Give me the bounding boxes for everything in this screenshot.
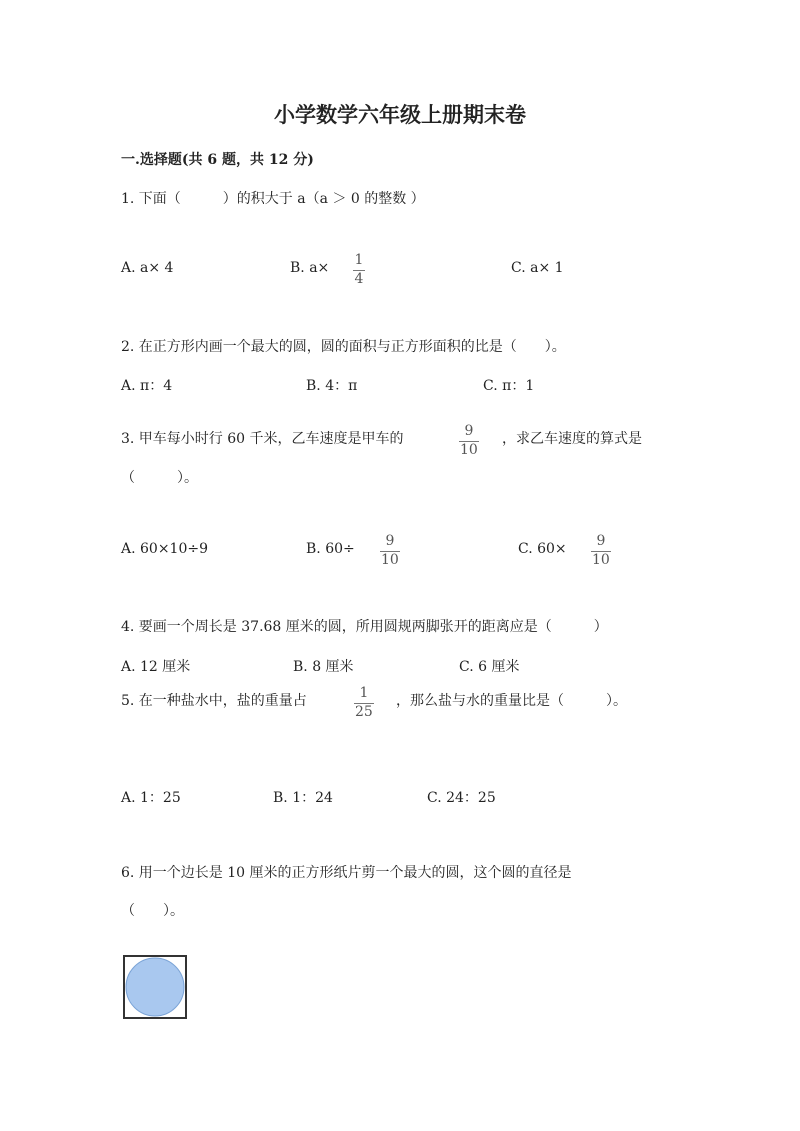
- fraction-denominator: 10: [381, 552, 399, 568]
- q5-stem-fraction: [354, 686, 374, 720]
- question-2-stem: 2. 在正方形内画一个最大的圆，圆的面积与正方形面积的比是（ ）。: [121, 339, 566, 355]
- q1-option-b: B. a×: [290, 260, 330, 276]
- q3-stem-fraction: [459, 424, 479, 458]
- q2-option-b: B. 4：π: [306, 378, 358, 394]
- q4-option-b: B. 8 厘米: [293, 659, 354, 675]
- q3-option-c-fraction: [591, 534, 611, 568]
- question-6-stem: 6. 用一个边长是 10 厘米的正方形纸片剪一个最大的圆，这个圆的直径是: [121, 865, 572, 881]
- fraction-denominator: 10: [592, 552, 610, 568]
- q3-option-b: B. 60÷: [306, 541, 355, 557]
- inscribed-circle-graphic: [125, 957, 185, 1017]
- fraction-denominator: 10: [460, 442, 478, 458]
- question-3-stem: 3. 甲车每小时行 60 千米，乙车速度是甲车的: [121, 431, 404, 447]
- section-heading: 一.选择题(共 6 题，共 12 分): [121, 152, 314, 168]
- fraction-numerator: 1: [354, 252, 364, 268]
- q5-option-b: B. 1：24: [273, 790, 333, 806]
- q2-option-c: C. π：1: [483, 378, 535, 394]
- q3-option-c: C. 60×: [518, 541, 567, 557]
- fraction-numerator: 1: [359, 685, 369, 701]
- q1-option-a: A. a× 4: [121, 260, 174, 276]
- question-5-stem-cont: ，那么盐与水的重量比是（ ）。: [396, 693, 627, 709]
- question-5-stem: 5. 在一种盐水中，盐的重量占: [121, 693, 307, 709]
- q3-option-b-fraction: [380, 534, 400, 568]
- q2-option-a: A. π：4: [121, 378, 173, 394]
- fraction-denominator: 25: [355, 704, 373, 720]
- inscribed-circle: [126, 958, 184, 1016]
- square-with-inscribed-circle-figure: [123, 955, 187, 1019]
- q4-option-a: A. 12 厘米: [121, 659, 191, 675]
- q1-option-b-fraction: [353, 253, 365, 287]
- question-3-stem-line2: （ ）。: [121, 470, 198, 486]
- page-title: 小学数学六年级上册期末卷: [274, 102, 526, 127]
- q4-option-c: C. 6 厘米: [459, 659, 520, 675]
- q1-option-c: C. a× 1: [511, 260, 564, 276]
- q5-option-c: C. 24：25: [427, 790, 496, 806]
- q5-option-a: A. 1：25: [121, 790, 181, 806]
- fraction-denominator: 4: [354, 271, 364, 287]
- question-1-stem: 1. 下面（ ）的积大于 a（a ＞ 0 的整数 ）: [121, 191, 425, 207]
- fraction-numerator: 9: [464, 423, 474, 439]
- fraction-numerator: 9: [385, 533, 395, 549]
- question-4-stem: 4. 要画一个周长是 37.68 厘米的圆，所用圆规两脚张开的距离应是（ ）: [121, 619, 608, 635]
- q3-option-a: A. 60×10÷9: [121, 541, 209, 557]
- question-6-stem-line2: （ ）。: [121, 903, 184, 919]
- question-3-stem-cont: ，求乙车速度的算式是: [502, 431, 642, 447]
- fraction-numerator: 9: [596, 533, 606, 549]
